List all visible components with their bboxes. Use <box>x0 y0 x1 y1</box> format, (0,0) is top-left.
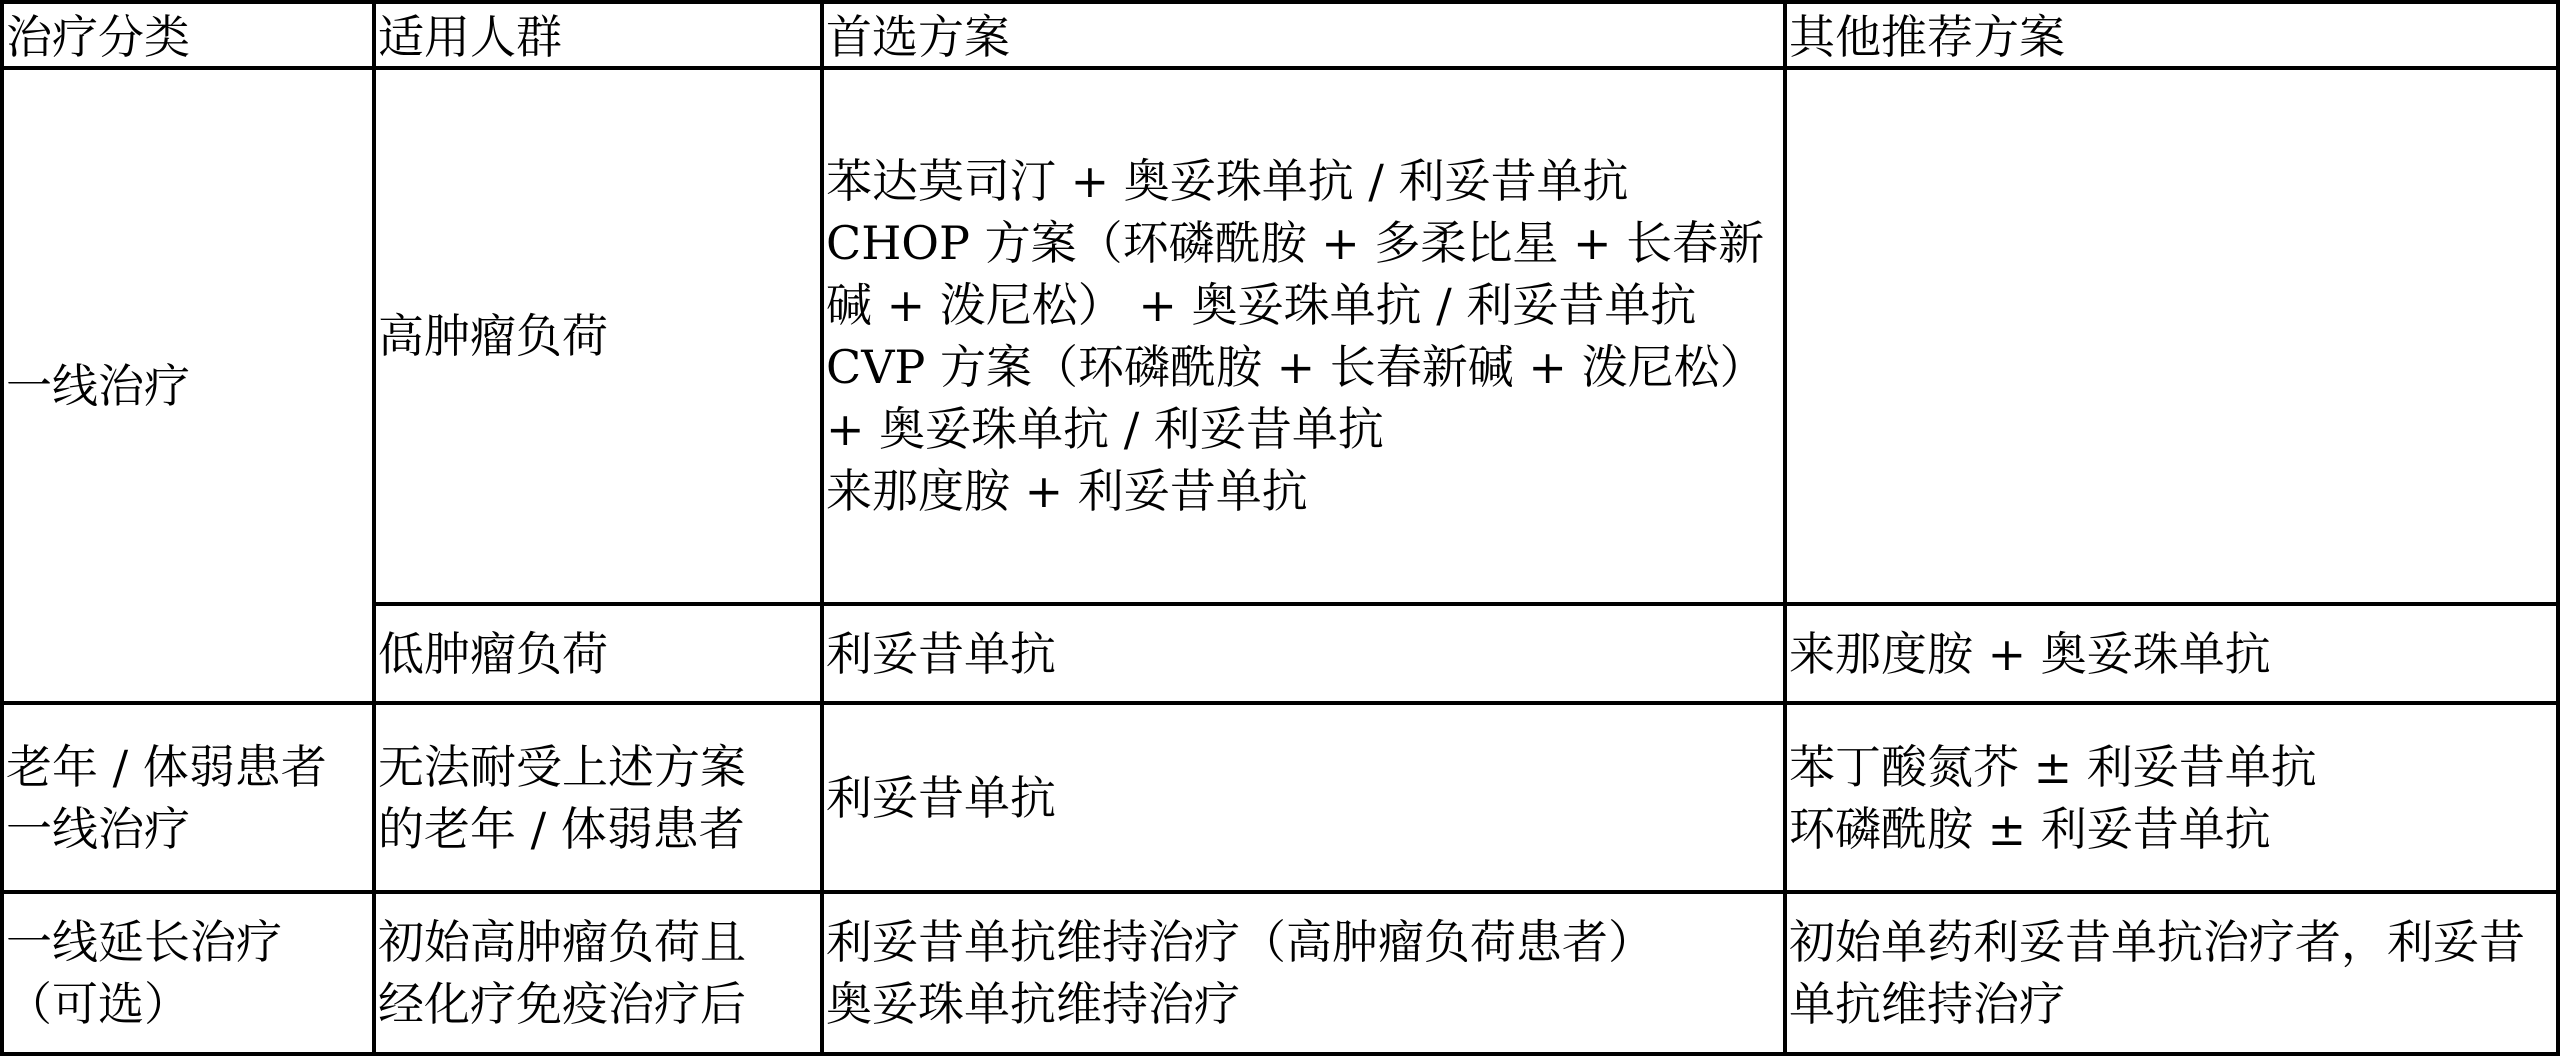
population-label: 经化疗免疫治疗后 <box>378 977 746 1031</box>
category-lines <box>6 911 282 1035</box>
header-preferred <box>824 4 1787 70</box>
header-label: 治疗分类 <box>6 10 190 64</box>
regimen-item: 利妥昔单抗 <box>826 626 1056 681</box>
regimen-item: 来那度胺 + 利妥昔单抗 <box>826 464 1308 518</box>
population-elderly <box>376 705 824 894</box>
regimen-item: 利妥昔单抗 <box>826 770 1056 825</box>
category-elderly <box>4 705 376 894</box>
preferred-list <box>826 911 1654 1035</box>
regimen-item: 初始单药利妥昔单抗治疗者，利妥昔单抗维持治疗 <box>1789 915 2525 1031</box>
other-elderly <box>1787 705 2556 894</box>
preferred-list <box>826 150 1779 522</box>
population-label: 高肿瘤负荷 <box>378 309 608 363</box>
regimen-item: CVP 方案（环磷酰胺 + 长春新碱 + 泼尼松） + 奥妥珠单抗 / 利妥昔单抗 <box>826 340 1766 456</box>
regimen-item: 利妥昔单抗维持治疗（高肿瘤负荷患者） <box>826 915 1654 969</box>
header-population <box>376 4 824 70</box>
header-label: 首选方案 <box>826 10 1010 64</box>
header-treatment-category <box>4 4 376 70</box>
regimen-item: 苯达莫司汀 + 奥妥珠单抗 / 利妥昔单抗 <box>826 154 1629 208</box>
category-label: （可选） <box>6 977 190 1031</box>
other-high-burden <box>1787 70 2556 606</box>
regimen-item: 苯丁酸氮芥 ± 利妥昔单抗 <box>1789 739 2317 794</box>
category-lines <box>6 736 327 860</box>
population-lines <box>378 736 746 860</box>
regimen-item: CHOP 方案（环磷酰胺 + 多柔比星 + 长春新碱 + 泼尼松） + 奥妥珠单抗 / 利妥昔单抗 <box>826 216 1765 332</box>
category-label: 老年 / 体弱患者 <box>6 739 327 794</box>
preferred-extended <box>824 894 1787 1052</box>
category-label: 一线延长治疗 <box>6 915 282 969</box>
regimen-item: 奥妥珠单抗维持治疗 <box>826 977 1240 1031</box>
population-extended <box>376 894 824 1052</box>
population-high-burden <box>376 70 824 606</box>
population-lines <box>378 911 746 1035</box>
population-label: 的老年 / 体弱患者 <box>378 801 745 856</box>
category-label: 一线治疗 <box>6 801 190 856</box>
header-label: 适用人群 <box>378 10 562 64</box>
preferred-high-burden <box>824 70 1787 606</box>
header-label: 其他推荐方案 <box>1789 10 2065 64</box>
population-label: 低肿瘤负荷 <box>378 626 608 681</box>
other-low-burden <box>1787 606 2556 705</box>
regimen-item: 环磷酰胺 ± 利妥昔单抗 <box>1789 801 2271 856</box>
header-other <box>1787 4 2556 70</box>
population-low-burden <box>376 606 824 705</box>
category-label: 一线治疗 <box>6 358 190 413</box>
preferred-low-burden <box>824 606 1787 705</box>
population-label: 初始高肿瘤负荷且 <box>378 915 746 969</box>
category-extended <box>4 894 376 1052</box>
population-label: 无法耐受上述方案 <box>378 739 746 794</box>
other-list <box>1789 736 2317 860</box>
regimen-item: 来那度胺 + 奥妥珠单抗 <box>1789 626 2271 681</box>
preferred-elderly <box>824 705 1787 894</box>
category-first-line <box>4 70 376 705</box>
other-extended <box>1787 894 2556 1052</box>
